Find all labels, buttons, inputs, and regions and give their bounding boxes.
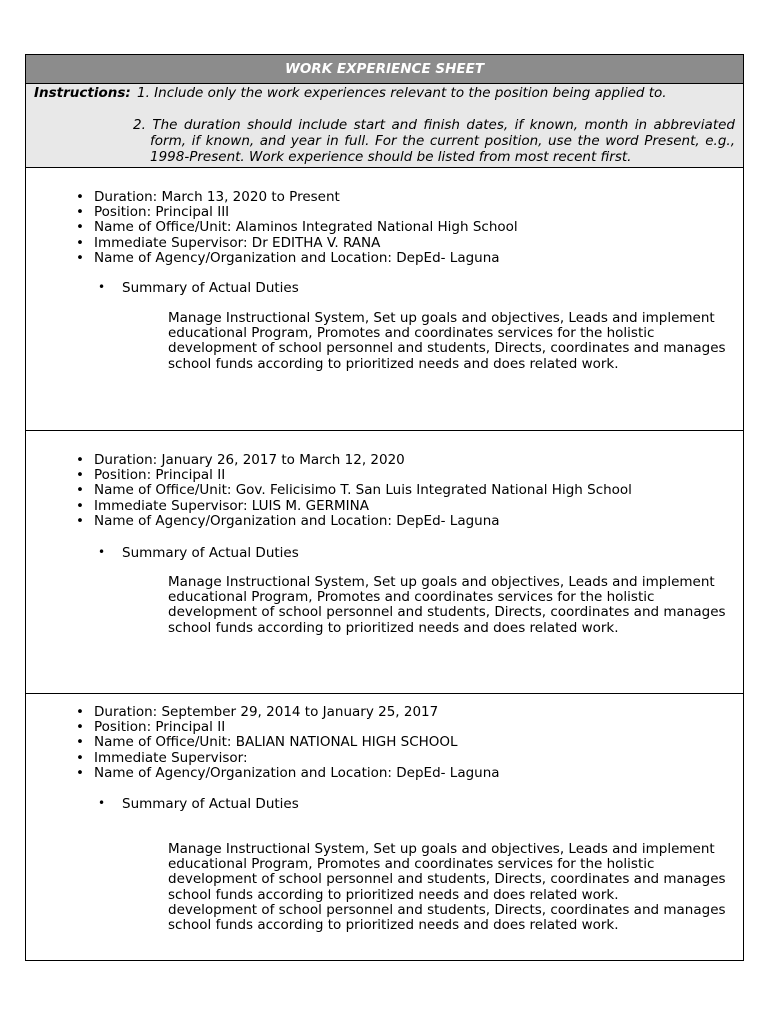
entry-agency: • Name of Agency/Organization and Location: DepEd- Laguna	[76, 514, 632, 529]
entry-duration: • Duration: January 26, 2017 to March 12, 2020	[76, 453, 632, 468]
entry-position: • Position: Principal II	[76, 720, 500, 735]
entry-agency: • Name of Agency/Organization and Location: DepEd- Laguna	[76, 766, 500, 781]
entry-duration: • Duration: March 13, 2020 to Present	[76, 190, 518, 205]
instructions-label: Instructions:	[34, 85, 131, 101]
entry-duration: • Duration: September 29, 2014 to January 25, 2017	[76, 705, 500, 720]
work-experience-sheet	[25, 54, 744, 961]
duties-paragraph: Manage Instructional System, Set up goals and objectives, Leads and implement educational Program, Promotes and coordinates services for the holistic development of school personnel and students, Directs, coordinates and manages school funds according to prioritized needs and does related work.	[168, 841, 726, 903]
duties-text	[168, 311, 728, 372]
entry-position: • Position: Principal III	[76, 205, 518, 220]
entry-supervisor: • Immediate Supervisor:	[76, 751, 500, 766]
experience-entry	[26, 168, 743, 431]
duties-text	[168, 842, 728, 933]
duties-paragraph: Manage Instructional System, Set up goals and objectives, Leads and implement educational Program, Promotes and coordinates services for the holistic development of school personnel and students, Directs, coordinates and manages school funds according to prioritized needs and does related work.	[168, 310, 726, 372]
instruction-item-2	[133, 117, 735, 165]
instructions-block	[26, 84, 743, 168]
entry-details-list	[76, 190, 518, 266]
duties-paragraph: Manage Instructional System, Set up goals and objectives, Leads and implement educational Program, Promotes and coordinates services for the holistic development of school personnel and students, Directs, coordinates and manages school funds according to prioritized needs and does related work.	[168, 574, 726, 636]
entry-position: • Position: Principal II	[76, 468, 632, 483]
duties-paragraph-extra: development of school personnel and students, Directs, coordinates and manages school funds according to prioritized needs and does related work.	[168, 901, 726, 934]
entry-agency: • Name of Agency/Organization and Location: DepEd- Laguna	[76, 251, 518, 266]
entry-supervisor: • Immediate Supervisor: LUIS M. GERMINA	[76, 499, 632, 514]
entry-office: • Name of Office/Unit: Gov. Felicisimo T. San Luis Integrated National High School	[76, 483, 632, 498]
entry-office: • Name of Office/Unit: BALIAN NATIONAL HIGH SCHOOL	[76, 735, 500, 750]
entry-details-list	[76, 705, 500, 781]
entry-details-list	[76, 453, 632, 529]
experience-entry	[26, 431, 743, 694]
experience-entry	[26, 694, 743, 960]
entry-office: • Name of Office/Unit: Alaminos Integrated National High School	[76, 220, 518, 235]
summary-of-duties-label: • Summary of Actual Duties	[98, 280, 299, 296]
instruction-item-1: 1. Include only the work experiences relevant to the position being applied to.	[137, 85, 667, 101]
duties-text	[168, 575, 728, 636]
entry-supervisor: • Immediate Supervisor: Dr EDITHA V. RANA	[76, 236, 518, 251]
instruction-item-2-text: 2. The duration should include start and finish dates, if known, month in abbreviated form, if known, and year in full. For the current position, use the word Present, e.g., 1998-Present. Work experience should be listed from most recent first.	[133, 117, 735, 165]
summary-of-duties-label: • Summary of Actual Duties	[98, 545, 299, 561]
sheet-title: WORK EXPERIENCE SHEET	[26, 55, 743, 84]
summary-of-duties-label: • Summary of Actual Duties	[98, 796, 299, 812]
